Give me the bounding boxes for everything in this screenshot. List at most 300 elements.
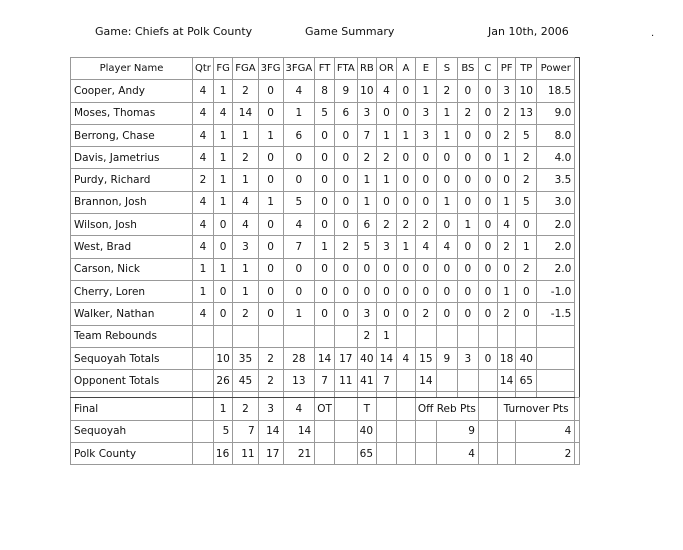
stat-cell: 0 [415, 191, 436, 213]
stat-cell: 0 [478, 147, 497, 169]
stat-cell: 1 [213, 124, 232, 146]
turnover-pts: Turnover Pts [497, 398, 574, 420]
stat-cell: 1 [213, 169, 232, 191]
stat-cell: 1 [193, 280, 214, 302]
stat-cell: 0 [283, 280, 315, 302]
stat-cell: 2 [233, 80, 258, 102]
player-name: Team Rebounds [71, 325, 193, 347]
stat-cell: 2 [377, 214, 397, 236]
column-header: E [415, 58, 436, 80]
stat-cell: 4 [193, 214, 214, 236]
quarter-2: 7 [233, 420, 258, 442]
quarter-1: 16 [213, 443, 232, 465]
stat-cell: 0 [258, 80, 283, 102]
table-row [71, 303, 580, 325]
column-header: Qtr [193, 58, 214, 80]
stat-cell: 1 [396, 236, 415, 258]
quarter-3: 3 [258, 398, 283, 420]
stat-cell: 0 [457, 147, 478, 169]
stat-cell: 65 [516, 370, 537, 392]
stat-cell: 0 [457, 191, 478, 213]
empty-cell [377, 398, 397, 420]
stat-cell: 0 [457, 80, 478, 102]
column-header: 3FGA [283, 58, 315, 80]
player-name: Carson, Nick [71, 258, 193, 280]
stat-cell: 2 [516, 169, 537, 191]
stat-cell: 2 [436, 80, 457, 102]
column-header: A [396, 58, 415, 80]
stat-cell: 5 [315, 102, 335, 124]
stat-cell [478, 370, 497, 392]
stat-cell: 35 [233, 347, 258, 369]
stat-cell [283, 325, 315, 347]
stat-cell: 4 [233, 191, 258, 213]
stat-cell: 1 [283, 102, 315, 124]
quarter-2: 2 [233, 398, 258, 420]
quarter-1: 1 [213, 398, 232, 420]
stat-cell: 3 [233, 236, 258, 258]
turnover-pts: 4 [516, 420, 575, 442]
stat-cell: 9 [334, 80, 357, 102]
stat-cell [315, 325, 335, 347]
stat-cell: 0 [396, 280, 415, 302]
stat-cell: 4 [283, 214, 315, 236]
stat-cell: 0 [258, 169, 283, 191]
stat-cell: 4 [193, 124, 214, 146]
stat-cell: 0 [436, 258, 457, 280]
empty-cell [396, 398, 415, 420]
empty-cell [377, 420, 397, 442]
stat-cell: 41 [357, 370, 376, 392]
quarter-2: 11 [233, 443, 258, 465]
stat-cell [537, 347, 575, 369]
stat-cell: 0 [478, 280, 497, 302]
stat-cell: 0 [396, 303, 415, 325]
document-title: Game Summary [305, 25, 395, 38]
stat-cell [516, 325, 537, 347]
stat-cell: 1 [377, 325, 397, 347]
stat-cell: 14 [315, 347, 335, 369]
stat-cell: 1 [213, 80, 232, 102]
stat-cell: 2 [193, 169, 214, 191]
stat-cell: 0 [334, 191, 357, 213]
stat-cell: 0 [478, 347, 497, 369]
stat-cell: 45 [233, 370, 258, 392]
stat-cell: 0 [478, 191, 497, 213]
stat-cell: 3 [377, 236, 397, 258]
off-reb-pts: 9 [436, 420, 478, 442]
empty-cell [334, 398, 357, 420]
stat-cell [457, 325, 478, 347]
player-name: Opponent Totals [71, 370, 193, 392]
stat-cell: 0 [258, 280, 283, 302]
stat-cell: -1.5 [537, 303, 575, 325]
header-row [71, 58, 580, 80]
column-header: TP [516, 58, 537, 80]
stat-cell [334, 325, 357, 347]
stat-cell: 3.0 [537, 191, 575, 213]
stat-cell: 0 [457, 303, 478, 325]
game-label: Game: Chiefs at Polk County [95, 25, 253, 38]
stat-cell: 0 [396, 191, 415, 213]
stat-cell: 0 [315, 191, 335, 213]
stat-cell: 1 [258, 191, 283, 213]
stat-cell: 4 [415, 236, 436, 258]
stat-cell: 2 [258, 370, 283, 392]
stat-cell: 5 [516, 191, 537, 213]
stat-cell: 0 [478, 214, 497, 236]
stat-cell [497, 325, 515, 347]
overtime [315, 443, 335, 465]
stat-cell: 0 [213, 236, 232, 258]
stat-cell: 2 [357, 147, 376, 169]
stat-cell [193, 370, 214, 392]
stat-cell: 4 [193, 303, 214, 325]
stat-cell: 0 [396, 80, 415, 102]
stat-cell: 4 [283, 80, 315, 102]
stat-cell: 0 [334, 303, 357, 325]
stat-cell: 4 [377, 80, 397, 102]
empty-cell [478, 443, 497, 465]
stat-cell: 1 [377, 169, 397, 191]
stat-cell: 0 [283, 258, 315, 280]
stat-cell: 1 [283, 303, 315, 325]
stat-cell: 5 [283, 191, 315, 213]
team-label: Sequoyah [71, 420, 193, 442]
stat-cell: 4 [193, 147, 214, 169]
overtime: OT [315, 398, 335, 420]
empty-cell [396, 420, 415, 442]
stat-cell: 3 [457, 347, 478, 369]
stat-cell: 0 [478, 102, 497, 124]
stat-cell: 14 [497, 370, 515, 392]
stat-cell: 1 [357, 191, 376, 213]
column-header: 3FG [258, 58, 283, 80]
stat-cell: 17 [334, 347, 357, 369]
stat-cell: 0 [315, 124, 335, 146]
column-header: RB [357, 58, 376, 80]
stat-cell: 2 [497, 236, 515, 258]
stat-cell: 14 [415, 370, 436, 392]
stat-cell: 2 [457, 102, 478, 124]
stat-cell: 2 [497, 124, 515, 146]
stat-cell [537, 325, 575, 347]
empty-cell [377, 443, 397, 465]
stat-cell: 1 [436, 102, 457, 124]
stat-cell [396, 370, 415, 392]
off-reb-pts: 4 [436, 443, 478, 465]
stat-cell: 4 [497, 214, 515, 236]
stat-cell: 0 [315, 280, 335, 302]
stat-cell: 2 [396, 214, 415, 236]
stat-cell: 0 [436, 214, 457, 236]
stat-cell: 3.5 [537, 169, 575, 191]
stat-cell: 1 [436, 124, 457, 146]
empty-cell [193, 443, 214, 465]
stat-cell: 0 [478, 124, 497, 146]
stat-cell: 1 [315, 236, 335, 258]
stat-cell: 4 [436, 236, 457, 258]
stat-cell: 0 [334, 124, 357, 146]
stat-cell: 2.0 [537, 214, 575, 236]
stat-cell: 0 [396, 169, 415, 191]
stat-cell: 8 [315, 80, 335, 102]
empty-cell [396, 443, 415, 465]
column-header: FGA [233, 58, 258, 80]
stat-cell [436, 370, 457, 392]
game-summary-table [70, 57, 580, 465]
table-row [71, 258, 580, 280]
stat-cell: 0 [357, 280, 376, 302]
stat-cell: 0 [478, 258, 497, 280]
stat-cell [258, 325, 283, 347]
stat-cell: 0 [258, 102, 283, 124]
stat-cell: 0 [415, 258, 436, 280]
column-header: FG [213, 58, 232, 80]
game-date: Jan 10th, 2006 [488, 25, 569, 38]
stat-cell: 1 [258, 124, 283, 146]
stat-cell [478, 325, 497, 347]
stat-cell: 0 [315, 258, 335, 280]
stat-cell [457, 370, 478, 392]
stat-cell: 3 [497, 80, 515, 102]
stat-cell: 1 [213, 147, 232, 169]
stat-cell: 0 [457, 236, 478, 258]
stat-cell: 0 [377, 303, 397, 325]
stat-cell: 6 [357, 214, 376, 236]
stat-cell: 0 [258, 214, 283, 236]
column-header: PF [497, 58, 515, 80]
quarter-3: 14 [258, 420, 283, 442]
stat-cell: 2 [334, 236, 357, 258]
table-row [71, 236, 580, 258]
empty-cell [415, 420, 436, 442]
stat-cell: 0 [478, 236, 497, 258]
stat-cell: 0 [283, 147, 315, 169]
stat-cell: 1 [436, 191, 457, 213]
stat-cell: 0 [258, 147, 283, 169]
stat-cell [193, 347, 214, 369]
stat-cell: 0 [396, 258, 415, 280]
stat-cell: 0 [377, 102, 397, 124]
column-header: Player Name [71, 58, 193, 80]
player-name: Walker, Nathan [71, 303, 193, 325]
stat-cell: 0 [258, 303, 283, 325]
stat-cell: 1 [233, 124, 258, 146]
stat-cell: 0 [478, 169, 497, 191]
stat-cell: 0 [457, 124, 478, 146]
quarter-4: 14 [283, 420, 315, 442]
stat-cell: 1 [233, 258, 258, 280]
empty-cell [575, 420, 580, 442]
stat-cell: 3 [415, 124, 436, 146]
column-header: FT [315, 58, 335, 80]
stat-cell: 2 [516, 258, 537, 280]
empty-cell [478, 420, 497, 442]
stat-cell [436, 325, 457, 347]
stat-cell: 0 [436, 169, 457, 191]
stat-cell: 0 [516, 280, 537, 302]
stat-cell: 28 [283, 347, 315, 369]
stat-cell: 0 [258, 236, 283, 258]
final-score-row [71, 420, 580, 442]
stat-cell: 1 [377, 124, 397, 146]
empty-cell [575, 398, 580, 420]
empty-cell [415, 443, 436, 465]
stat-cell: 0 [457, 169, 478, 191]
stat-cell: 0 [478, 303, 497, 325]
stat-cell: 10 [213, 347, 232, 369]
overtime [315, 420, 335, 442]
table-row [71, 280, 580, 302]
stat-cell: 6 [283, 124, 315, 146]
stat-cell: 0 [436, 147, 457, 169]
stat-cell: 8.0 [537, 124, 575, 146]
stat-cell: 4.0 [537, 147, 575, 169]
stat-cell: 2.0 [537, 258, 575, 280]
stat-cell: 0 [213, 280, 232, 302]
stat-cell: 2 [258, 347, 283, 369]
team-label: Polk County [71, 443, 193, 465]
player-name: Moses, Thomas [71, 102, 193, 124]
stat-cell: 0 [357, 258, 376, 280]
stat-cell: 2 [497, 303, 515, 325]
table-row [71, 191, 580, 213]
stat-cell: 18.5 [537, 80, 575, 102]
stat-cell: 0 [516, 303, 537, 325]
stat-cell: 4 [193, 236, 214, 258]
table-row [71, 347, 580, 369]
stat-cell: 0 [377, 191, 397, 213]
stat-cell: 0 [377, 258, 397, 280]
player-name: Purdy, Richard [71, 169, 193, 191]
stat-cell: 2 [357, 325, 376, 347]
table-row [71, 102, 580, 124]
empty-cell [497, 443, 515, 465]
stat-cell: 4 [396, 347, 415, 369]
stat-cell: 4 [233, 214, 258, 236]
empty-cell [193, 398, 214, 420]
stat-cell: 4 [193, 80, 214, 102]
table-row [71, 169, 580, 191]
stat-cell: 1 [457, 214, 478, 236]
total: 65 [357, 443, 376, 465]
stat-cell: 1 [357, 169, 376, 191]
stat-cell: 13 [283, 370, 315, 392]
stat-cell: 7 [377, 370, 397, 392]
column-header: Power [537, 58, 575, 80]
stat-cell: -1.0 [537, 280, 575, 302]
turnover-pts: 2 [516, 443, 575, 465]
stat-cell: 4 [213, 102, 232, 124]
column-header: OR [377, 58, 397, 80]
stat-cell: 0 [334, 169, 357, 191]
total: 40 [357, 420, 376, 442]
player-name: Wilson, Josh [71, 214, 193, 236]
stat-cell: 1 [516, 236, 537, 258]
stat-cell: 3 [415, 102, 436, 124]
empty-cell [193, 420, 214, 442]
column-header: BS [457, 58, 478, 80]
table-row [71, 214, 580, 236]
stat-cell: 1 [213, 191, 232, 213]
stat-cell: 2 [516, 147, 537, 169]
stat-cell: 7 [283, 236, 315, 258]
stat-cell: 4 [193, 191, 214, 213]
stat-cell: 0 [436, 303, 457, 325]
stat-cell: 26 [213, 370, 232, 392]
stat-cell [415, 325, 436, 347]
stat-cell: 10 [516, 80, 537, 102]
stat-cell: 1 [497, 280, 515, 302]
stat-cell [537, 370, 575, 392]
empty-cell [575, 443, 580, 465]
stat-cell: 18 [497, 347, 515, 369]
table-row [71, 370, 580, 392]
stat-cell: 3 [357, 102, 376, 124]
stat-cell [213, 325, 232, 347]
stat-cell: 0 [457, 280, 478, 302]
stat-cell [193, 325, 214, 347]
stat-cell: 4 [193, 102, 214, 124]
stat-cell: 40 [516, 347, 537, 369]
column-header: FTA [334, 58, 357, 80]
column-header: C [478, 58, 497, 80]
stat-cell: 1 [497, 147, 515, 169]
stat-cell: 0 [497, 169, 515, 191]
empty-cell [478, 398, 497, 420]
player-name: Berrong, Chase [71, 124, 193, 146]
stat-cell: 0 [315, 214, 335, 236]
stat-cell: 0 [415, 169, 436, 191]
stat-cell: 10 [357, 80, 376, 102]
stat-cell: 0 [396, 102, 415, 124]
stat-cell: 9.0 [537, 102, 575, 124]
player-name: Brannon, Josh [71, 191, 193, 213]
stat-cell: 0 [516, 214, 537, 236]
stat-cell: 0 [436, 280, 457, 302]
stat-cell: 13 [516, 102, 537, 124]
team-label: Final [71, 398, 193, 420]
stat-cell: 0 [457, 258, 478, 280]
quarter-4: 4 [283, 398, 315, 420]
stat-cell: 0 [478, 80, 497, 102]
stat-cell: 15 [415, 347, 436, 369]
player-name: Cherry, Loren [71, 280, 193, 302]
stat-cell: 1 [193, 258, 214, 280]
stat-cell: 9 [436, 347, 457, 369]
column-header: S [436, 58, 457, 80]
stat-cell: 0 [334, 280, 357, 302]
off-reb-pts: Off Reb Pts [415, 398, 478, 420]
stat-cell: 1 [213, 258, 232, 280]
stat-cell: 7 [357, 124, 376, 146]
stat-cell: 11 [334, 370, 357, 392]
stat-cell: 6 [334, 102, 357, 124]
stat-cell: 0 [258, 258, 283, 280]
stat-cell: 0 [334, 258, 357, 280]
stat-cell: 1 [233, 169, 258, 191]
table-row [71, 147, 580, 169]
stat-cell: 0 [497, 258, 515, 280]
stat-cell: 0 [377, 280, 397, 302]
empty-cell [334, 443, 357, 465]
stat-cell: 14 [233, 102, 258, 124]
stat-cell: 0 [334, 147, 357, 169]
quarter-3: 17 [258, 443, 283, 465]
stat-cell: 0 [334, 214, 357, 236]
empty-cell [334, 420, 357, 442]
